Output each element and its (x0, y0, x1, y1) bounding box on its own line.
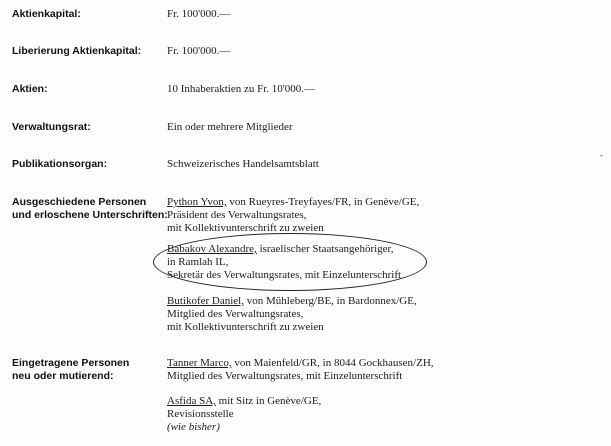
departed-label-line2: und erloschene Unterschriften: (12, 209, 168, 221)
field-label-publikationsorgan: Publikationsorgan: (12, 158, 108, 170)
registered-entry-tanner (167, 357, 434, 383)
field-value-verwaltungsrat: Ein oder mehrere Mitglieder (167, 121, 293, 133)
company-details: mit Sitz in Genève/GE, (215, 395, 322, 407)
company-note: (wie bisher) (167, 421, 220, 433)
field-value-publikationsorgan: Schweizerisches Handelsamtsblatt (167, 158, 319, 170)
field-value-liberierung: Fr. 100'000.— (167, 45, 231, 57)
departed-entry-python (167, 196, 419, 235)
company-name: Asfida SA, (167, 395, 216, 407)
person-name: Python Yvon, (167, 196, 227, 208)
company-role: Revisionsstelle (167, 408, 234, 420)
departed-label-line1: Ausgeschiedene Personen (12, 196, 147, 208)
person-details: israelischer Staatsangehöriger, (256, 243, 394, 255)
person-role: Präsident des Verwaltungsrates, (167, 209, 307, 221)
departed-entry-babakov (167, 243, 401, 282)
person-role: Sekretär des Verwaltungsrates, mit Einzelunterschrift (167, 269, 402, 281)
departed-section-label (12, 196, 168, 222)
person-details: von Mühleberg/BE, in Bardonnex/GE, (243, 295, 417, 307)
departed-entry-butikofer (167, 295, 417, 334)
registered-label-line1: Eingetragene Personen (12, 357, 130, 369)
person-details: von Maienfeld/GR, in 8044 Gockhausen/ZH, (231, 357, 434, 369)
field-label-liberierung: Liberierung Aktienkapital: (12, 45, 142, 57)
field-value-aktien: 10 Inhaberaktien zu Fr. 10'000.— (167, 83, 316, 95)
field-label-aktienkapital: Aktienkapital: (12, 8, 81, 20)
person-name: Butikofer Daniel, (167, 295, 244, 307)
registered-section-label (12, 357, 129, 383)
field-value-aktienkapital: Fr. 100'000.— (167, 8, 231, 20)
registered-entry-asfida (167, 395, 321, 434)
field-label-aktien: Aktien: (12, 83, 48, 95)
person-role: Mitglied des Verwaltungsrates, (167, 308, 304, 320)
person-role: Mitglied des Verwaltungsrates, mit Einzelunterschrift (167, 370, 403, 382)
person-name: Babakov Alexandre, (167, 243, 257, 255)
person-details: von Rueyres-Treyfayes/FR, in Genève/GE, (226, 196, 420, 208)
person-signature: mit Kollektivunterschrift zu zweien (167, 321, 324, 333)
registered-label-line2: neu oder mutierend: (12, 370, 114, 382)
margin-mark: - (600, 150, 603, 160)
person-residence: in Ramlah IL, (167, 256, 229, 268)
person-name: Tanner Marco, (167, 357, 232, 369)
field-label-verwaltungsrat: Verwaltungsrat: (12, 121, 91, 133)
person-signature: mit Kollektivunterschrift zu zweien (167, 222, 324, 234)
